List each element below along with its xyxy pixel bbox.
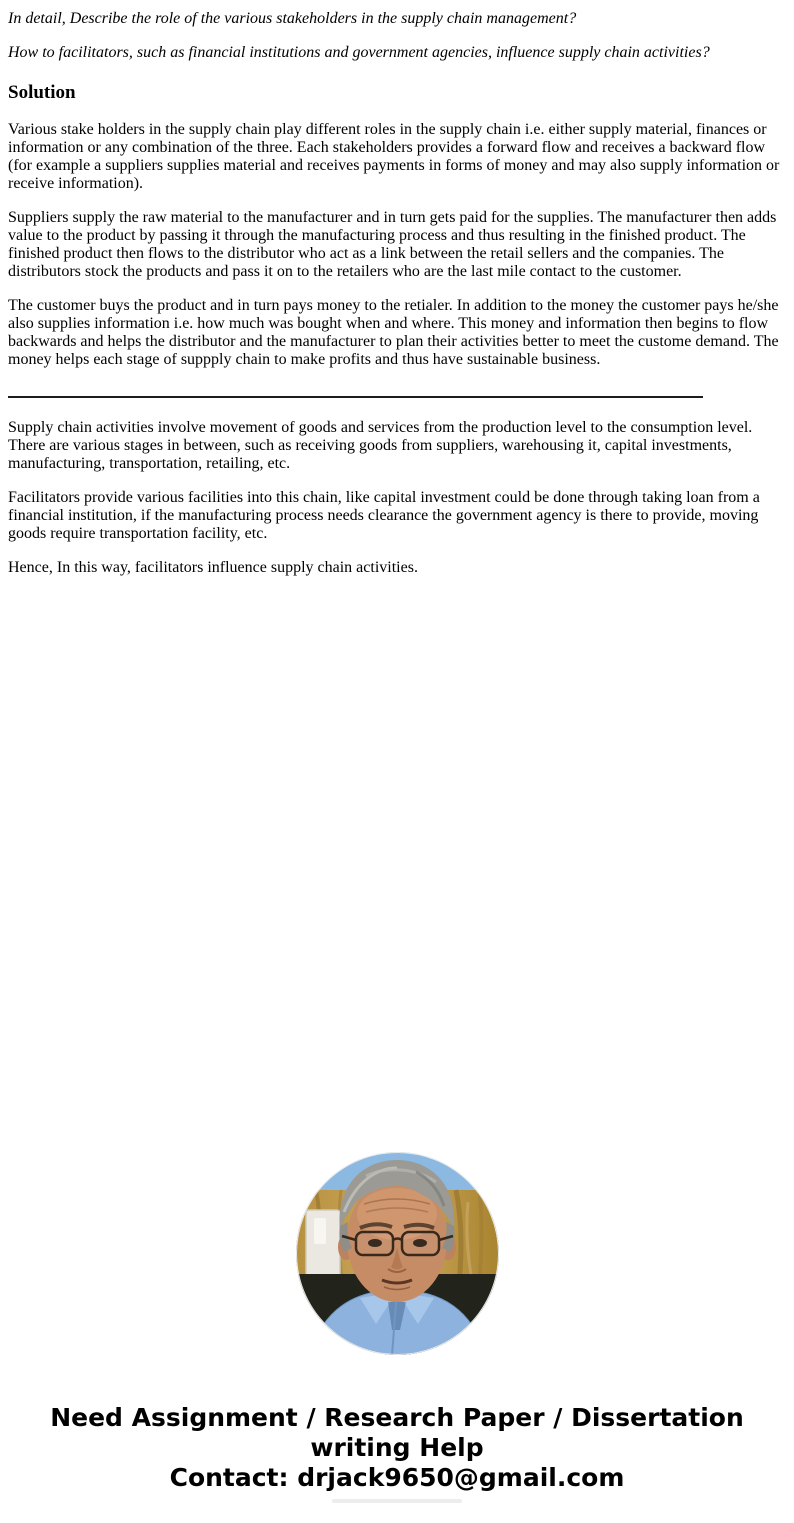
facilitators-paragraph-1: Supply chain activities involve movement of goods and services from the production level to the consumption level. There are various stages in between, such as receiving goods from suppliers, warehousing it, capital investments, manufacturing, transportation, retailing, etc. <box>8 419 753 472</box>
footer <box>8 1403 786 1503</box>
profile-photo-container <box>8 1152 786 1355</box>
profile-photo <box>296 1152 499 1355</box>
solution-paragraph-1: Various stake holders in the supply chain play different roles in the supply chain i.e. either supply material, finances or information or any combination of the three. Each stakeholders provides a forward flow and receives a backward flow (for example a suppliers supplies material and receives payments in forms of money and may also supply information or receive information). <box>8 121 780 192</box>
solution-paragraph-2: Suppliers supply the raw material to the manufacturer and in turn gets paid for the supplies. The manufacturer then adds value to the product by passing it through the manufacturing process and thus resulting in the finished product. The finished product then flows to the distributor who act as a link between the retail sellers and the companies. The distributors stock the products and pass it on to the retailers who are the last mile contact to the customer. <box>8 209 777 280</box>
question-line-2: How to facilitators, such as financial institutions and government agencies, influence supply chain activities? <box>8 44 710 61</box>
facilitators-paragraph-3: Hence, In this way, facilitators influence supply chain activities. <box>8 559 418 576</box>
section-divider <box>8 396 703 398</box>
question-line-1: In detail, Describe the role of the various stakeholders in the supply chain management? <box>8 10 577 27</box>
solution-paragraph-3: The customer buys the product and in turn pays money to the retialer. In addition to the money the customer pays he/she also supplies information i.e. how much was bought when and where. This money and information then begins to flow backwards and helps the distributor and the manufacturer to plan their activities better to meet the custome demand. The money helps each stage of suppply chain to make profits and thus have sustainable business. <box>8 297 779 368</box>
footer-progress-bar <box>332 1499 462 1503</box>
facilitators-paragraph-2: Facilitators provide various facilities into this chain, like capital investment could be done through taking loan from a financial institution, if the manufacturing process needs clearance the government agency is there to provide, moving goods require transportation facility, etc. <box>8 489 760 542</box>
solution-heading: Solution <box>8 82 76 103</box>
footer-help-text: Need Assignment / Research Paper / Dissertation writing Help <box>50 1403 744 1462</box>
footer-contact-text: Contact: drjack9650@gmail.com <box>169 1463 625 1492</box>
